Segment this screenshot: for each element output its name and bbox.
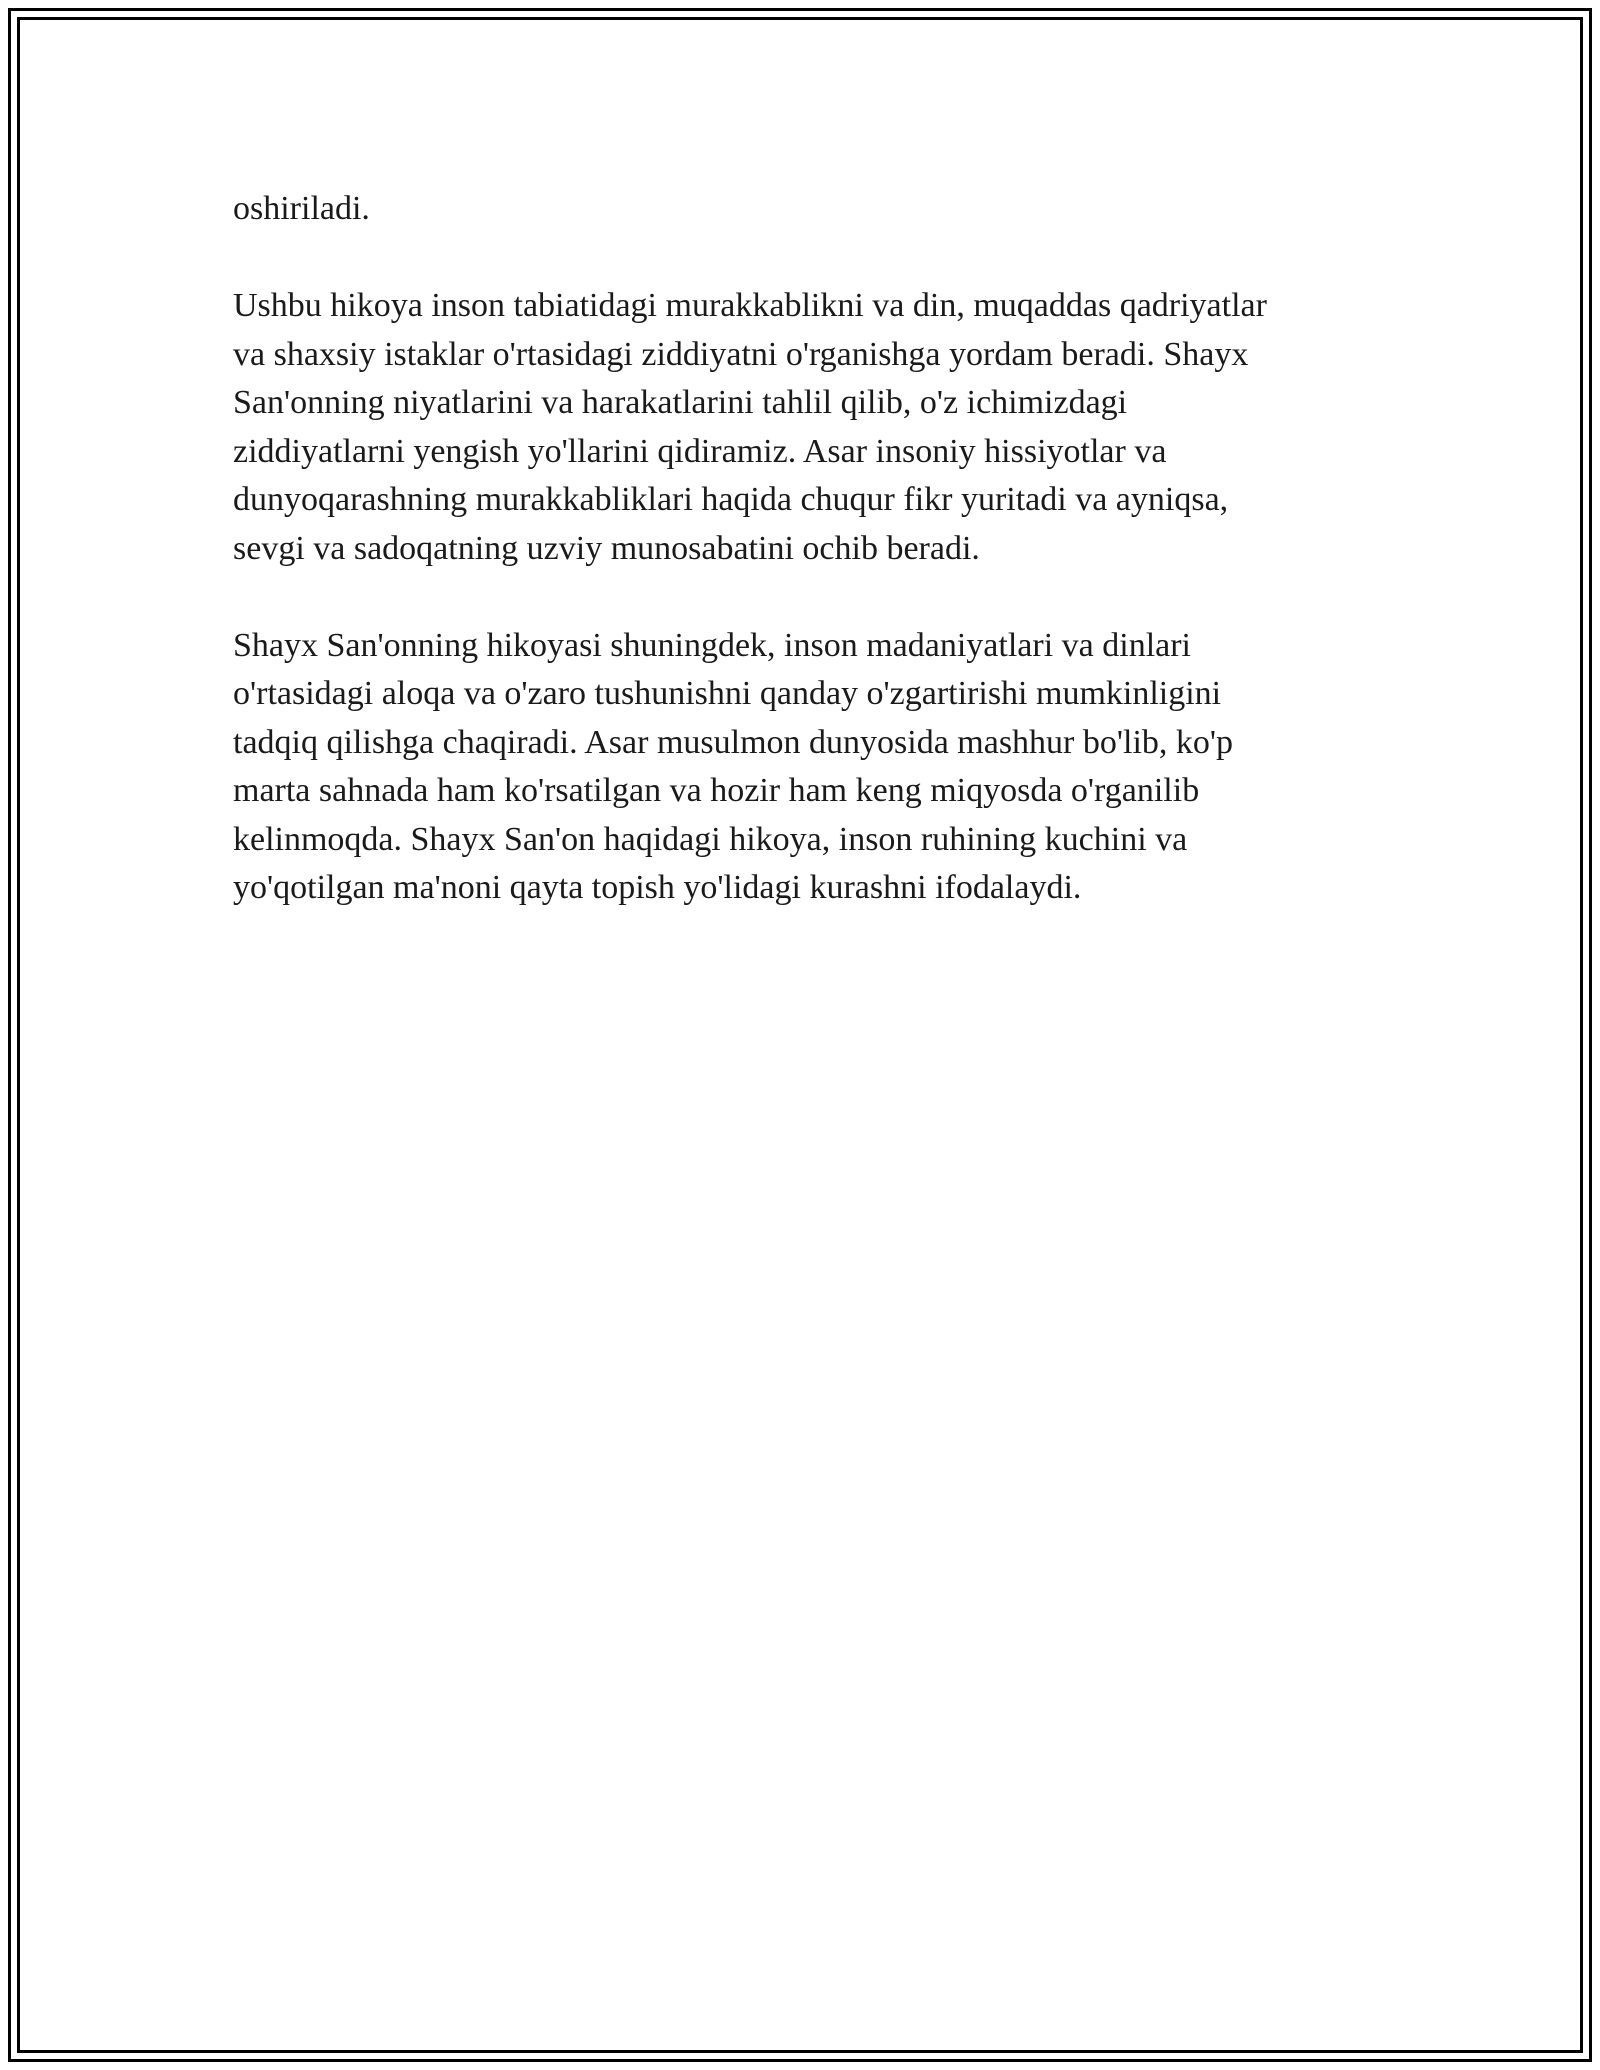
- paragraph: Shayx San'onning hikoyasi shuningdek, inson madaniyatlari va dinlari o'rtasidagi aloqa va o'zaro tushunishni qanday o'zgartirishi mumkinligini tadqiq qilishga chaqiradi. Asar musulmon dunyosida mashhur bo'lib, ko'p marta sahnada ham ko'rsatilgan va hozir ham keng miqyosda o'rganilib kelinmoqda. Shayx San'on haqidagi hikoya, inson ruhining kuchini va yo'qotilgan ma'noni qayta topish yo'lidagi kurashni ifodalaydi.: [233, 626, 1234, 906]
- document-page: [8, 8, 1592, 2062]
- paragraph-continuation: oshiriladi.: [233, 190, 370, 227]
- document-body: [233, 185, 1393, 961]
- paragraph: Ushbu hikoya inson tabiatidagi murakkablikni va din, muqaddas qadriyatlar va shaxsiy istaklar o'rtasidagi ziddiyatni o'rganishga yordam beradi. Shayx San'onning niyatlarini va harakatlarini tahlil qilib, o'z ichimizdagi ziddiyatlarni yengish yo'llarini qidiramiz. Asar insoniy hissiyotlar va dunyoqarashning murakkabliklari haqida chuqur fikr yuritadi va ayniqsa, sevgi va sadoqatning uzviy munosabatini ochib beradi.: [233, 287, 1267, 567]
